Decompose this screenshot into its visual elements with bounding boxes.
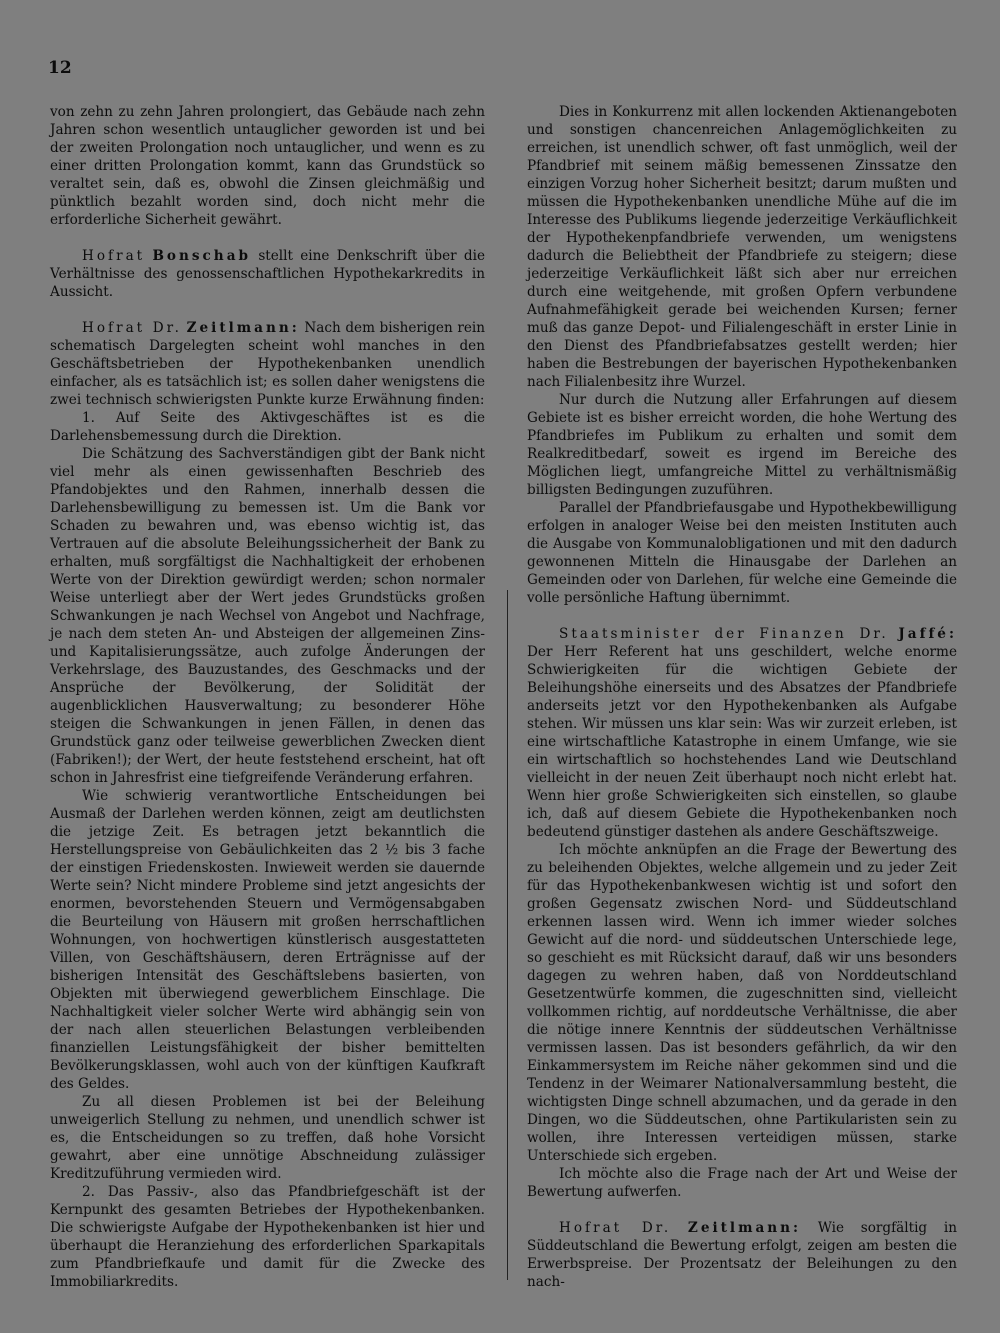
paragraph-text: Der Herr Referent hat uns geschildert, welche enorme Schwierigkeiten für die wichtigen Gebiete der Beleihungshöhe einerseits und des Absatzes der Pfandbriefe anderseits jetzt vor den Hypothekenbanken als Aufgabe stehen. Wir müssen uns klar sein: Was wir zurzeit erleben, ist eine wirtschaftliche Katastrophe in einem Umfange, wie sie ein wirtschaftlich so hochstehendes Land wie Deutschland vielleicht in der neuen Zeit überhaupt noch nicht erlebt hat. Wenn hier große Schwierigkeiten sich einstellen, so glaube ich, daß auf diesem Gebiete die Hypothekenbanken noch bedeutend günstiger dastehen als andere Geschäftszweige. bbox=[527, 644, 957, 840]
paragraph-text: Ich möchte also die Frage nach der Art und Weise der Bewertung aufwerfen. bbox=[527, 1166, 957, 1200]
paragraph bbox=[527, 499, 957, 607]
paragraph-text: 2. Das Passiv-, also das Pfandbriefgeschäft ist der Kernpunkt des gesamten Betriebes der Hypothekenbanken. Die schwierigste Aufgabe der Hypothekenbanken ist hier und überhaupt die Heranziehung des erforderlichen Sparkapitals zum Pfandbriefkaufe und damit für die Zwecke des Immobiliarkredits. bbox=[50, 1184, 485, 1290]
speaker-name: Zeitlmann: bbox=[186, 320, 300, 336]
left-column bbox=[50, 103, 485, 1291]
paragraph-text: 1. Auf Seite des Aktivgeschäftes ist es die Darlehensbemessung durch die Direktion. bbox=[50, 410, 485, 444]
speech-paragraph bbox=[50, 247, 485, 301]
page-number: 12 bbox=[48, 58, 72, 78]
paragraph bbox=[527, 841, 957, 1165]
paragraph bbox=[50, 103, 485, 229]
paragraph bbox=[527, 103, 957, 391]
paragraph-text: Nur durch die Nutzung aller Erfahrungen auf diesem Gebiete ist es bisher erreicht worden, die hohe Wertung des Pfandbriefes im Publikum zu erhalten und somit dem Realkreditbedarf, soweit es irgend im Bereiche des Möglichen liegt, umfangreiche Mittel zu verhältnismäßig billigsten Bedingungen zuzuführen. bbox=[527, 392, 957, 498]
paragraph bbox=[50, 1093, 485, 1183]
paragraph bbox=[50, 409, 485, 445]
paragraph-text: Wie sorgfältig in Süddeutschland die Bewertung erfolgt, zeigen am besten die Erwerbspreise. Der Prozentsatz der Beleihungen zu den nach- bbox=[527, 1220, 957, 1290]
speaker-title: Staatsminister der Finanzen Dr. bbox=[559, 626, 889, 642]
paragraph-text: stellt eine Denkschrift über die Verhältnisse des genossenschaftlichen Hypothekarkredits in Aussicht. bbox=[50, 248, 485, 300]
paragraph-text: Die Schätzung des Sachverständigen gibt der Bank nicht viel mehr als einen gewissenhaften Beschrieb des Pfandobjektes und den Rahmen, innerhalb dessen die Darlehensbewilligung zu bemessen ist. Um die Bank vor Schaden zu bewahren und, was ebenso wichtig ist, das Vertrauen auf die absolute Beleihungssicherheit der Bank zu erhalten, muß sorgfältigst die Nachhaltigkeit der erhobenen Werte von der Direktion gewürdigt werden; schon normaler Weise unterliegt aber der Wert jedes Grundstücks großen Schwankungen je nach Wechsel von Angebot und Nachfrage, je nach dem steten An- und Absteigen der allgemeinen Zins- und Kapitalisierungssätze, auch zufolge Änderungen der Verkehrslage, des Bauzustandes, des Geschmacks und der Ansprüche der Bevölkerung, der Solidität der augenblicklichen Hausverwaltung; zu besonderer Höhe steigen die Schwankungen in jenen Fällen, in denen das Grundstück ganz oder teilweise gewerblichen Zwecken dient (Fabriken!); der Wert, der heute feststehend erscheint, hat oft schon in Jahresfrist eine tiefgreifende Veränderung erfahren. bbox=[50, 446, 485, 786]
paragraph-text: Zu all diesen Problemen ist bei der Beleihung unweigerlich Stellung zu nehmen, und unendlich schwer ist es, die Entscheidungen so zu treffen, daß hohe Vorsicht gewahrt, aber eine unnötige Abschneidung zulässiger Kreditzuführung vermieden wird. bbox=[50, 1094, 485, 1182]
speaker-title: Hofrat Dr. bbox=[82, 320, 182, 336]
paragraph bbox=[50, 445, 485, 787]
paragraph-text: Nach dem bisherigen rein schematisch Dargelegten scheint wohl manches in den Geschäftsbetrieben der Hypothekenbanken unendlich einfacher, als es tatsächlich ist; es sollen daher wenigstens die zwei technisch schwierigsten Punkte kurze Erwähnung finden: bbox=[50, 320, 485, 408]
paragraph-text: Wie schwierig verantwortliche Entscheidungen bei Ausmaß der Darlehen werden können, zeigt am deutlichsten die jetzige Zeit. Es betragen jetzt bekanntlich die Herstellungspreise von Gebäulichkeiten das 2 ½ bis 3 fache der einstigen Friedenskosten. Inwieweit werden sie dauernde Werte sein? Nicht mindere Probleme sind jetzt angesichts der enormen, bevorstehenden Steuern und Vermögensabgaben die Beurteilung von Häusern mit großen herrschaftlichen Wohnungen, von hochwertigen künstlerisch ausgestatteten Villen, von Geschäftshäusern, deren Erträgnisse auf der bisherigen Intensität des Geschäftslebens basierten, von Objekten mit überwiegend gewerblichem Einschlage. Die Nachhaltigkeit vieler solcher Werte wird abhängig sein von der nach allen steuerlichen Belastungen verbleibenden finanziellen Leistungsfähigkeit der bisher bemittelten Bevölkerungsklassen, wohl auch von der künftigen Kaufkraft des Geldes. bbox=[50, 788, 485, 1092]
speaker-name: Bonschab bbox=[152, 248, 252, 264]
speaker-name: Zeitlmann: bbox=[687, 1220, 802, 1236]
right-column bbox=[527, 103, 957, 1291]
paragraph-text: Ich möchte anknüpfen an die Frage der Bewertung des zu beleihenden Objektes, welche allgemein und zu jeder Zeit für das Hypothekenbankwesen wichtig ist und sofort den großen Gegensatz zwischen Nord- und Süddeutschland erkennen lassen wird. Wenn ich immer wieder solches Gewicht auf die nord- und süddeutschen Unterschiede lege, so geschieht es mit Rücksicht darauf, daß wir uns besonders dagegen zu wehren haben, daß von Norddeutschland Gesetzentwürfe kommen, die zugeschnitten sind, vielleicht vollkommen richtig, auf norddeutsche Verhältnisse, die aber die nötige innere Kenntnis der süddeutschen Verhältnisse vermissen lassen. Das ist besonders gefährlich, da wir den Einkammersystem im Reiche näher gekommen sind und die Tendenz in der Weimarer Nationalversammlung besteht, die wichtigsten Dinge schnell abzumachen, und da gerade in den Dingen, wo die Süddeutschen, ohne Partikularisten sein zu wollen, ihre Interessen verteidigen müssen, starke Unterschiede sich ergeben. bbox=[527, 842, 957, 1164]
paragraph-text: Parallel der Pfandbriefausgabe und Hypothekbewilligung erfolgen in analoger Weise bei den meisten Instituten auch die Ausgabe von Kommunalobligationen und mit den dadurch gewonnenen Mitteln die Hinausgabe der Darlehen an Gemeinden oder von Darlehen, für welche eine Gemeinde die volle persönliche Haftung übernimmt. bbox=[527, 500, 957, 606]
paragraph bbox=[527, 1165, 957, 1201]
column-divider bbox=[507, 590, 508, 1280]
speech-paragraph bbox=[50, 319, 485, 409]
paragraph-text: von zehn zu zehn Jahren prolongiert, das Gebäude nach zehn Jahren schon wesentlich untauglicher geworden ist und bei der zweiten Prolongation noch untauglicher, und wenn es zu einer dritten Prolongation kommt, kann das Grundstück so veraltet sein, daß es, obwohl die Zinsen gleichmäßig und pünktlich bezahlt worden sind, doch nicht mehr die erforderliche Sicherheit gewährt. bbox=[50, 104, 485, 228]
paragraph bbox=[50, 787, 485, 1093]
speaker-title: Hofrat Dr. bbox=[559, 1220, 672, 1236]
speech-paragraph bbox=[527, 625, 957, 841]
speaker-title: Hofrat bbox=[82, 248, 146, 264]
paragraph bbox=[50, 1183, 485, 1291]
speaker-name: Jaffé: bbox=[898, 626, 957, 642]
paragraph-text: Dies in Konkurrenz mit allen lockenden Aktienangeboten und sonstigen chancenreichen Anlagemöglichkeiten zu erreichen, ist unendlich schwer, oft fast unmöglich, weil der Pfandbrief mit seinem mäßig bemessenen Zinssatze den einzigen Vorzug hoher Sicherheit besitzt; darum mußten und müssen die Hypothekenbanken unendliche Mühe auf die im Interesse des Publikums liegende jederzeitige Verkäuflichkeit der Hypothekenpfandbriefe verwenden, um wenigstens dadurch die Beliebtheit der Pfandbriefe zu steigern; diese jederzeitige Verkäuflichkeit läßt sich aber nur erreichen durch eine weitgehende, mit großen Opfern verbundene Aufnahmefähigkeit gerade bei weichenden Kursen; ferner muß das ganze Depot- und Filialengeschäft in erster Linie in den Dienst des Pfandbriefabsatzes gestellt werden; hier haben die Bestrebungen der bayerischen Hypothekenbanken nach Filialenbesitz ihre Wurzel. bbox=[527, 104, 957, 390]
paragraph bbox=[527, 391, 957, 499]
speech-paragraph bbox=[527, 1219, 957, 1291]
